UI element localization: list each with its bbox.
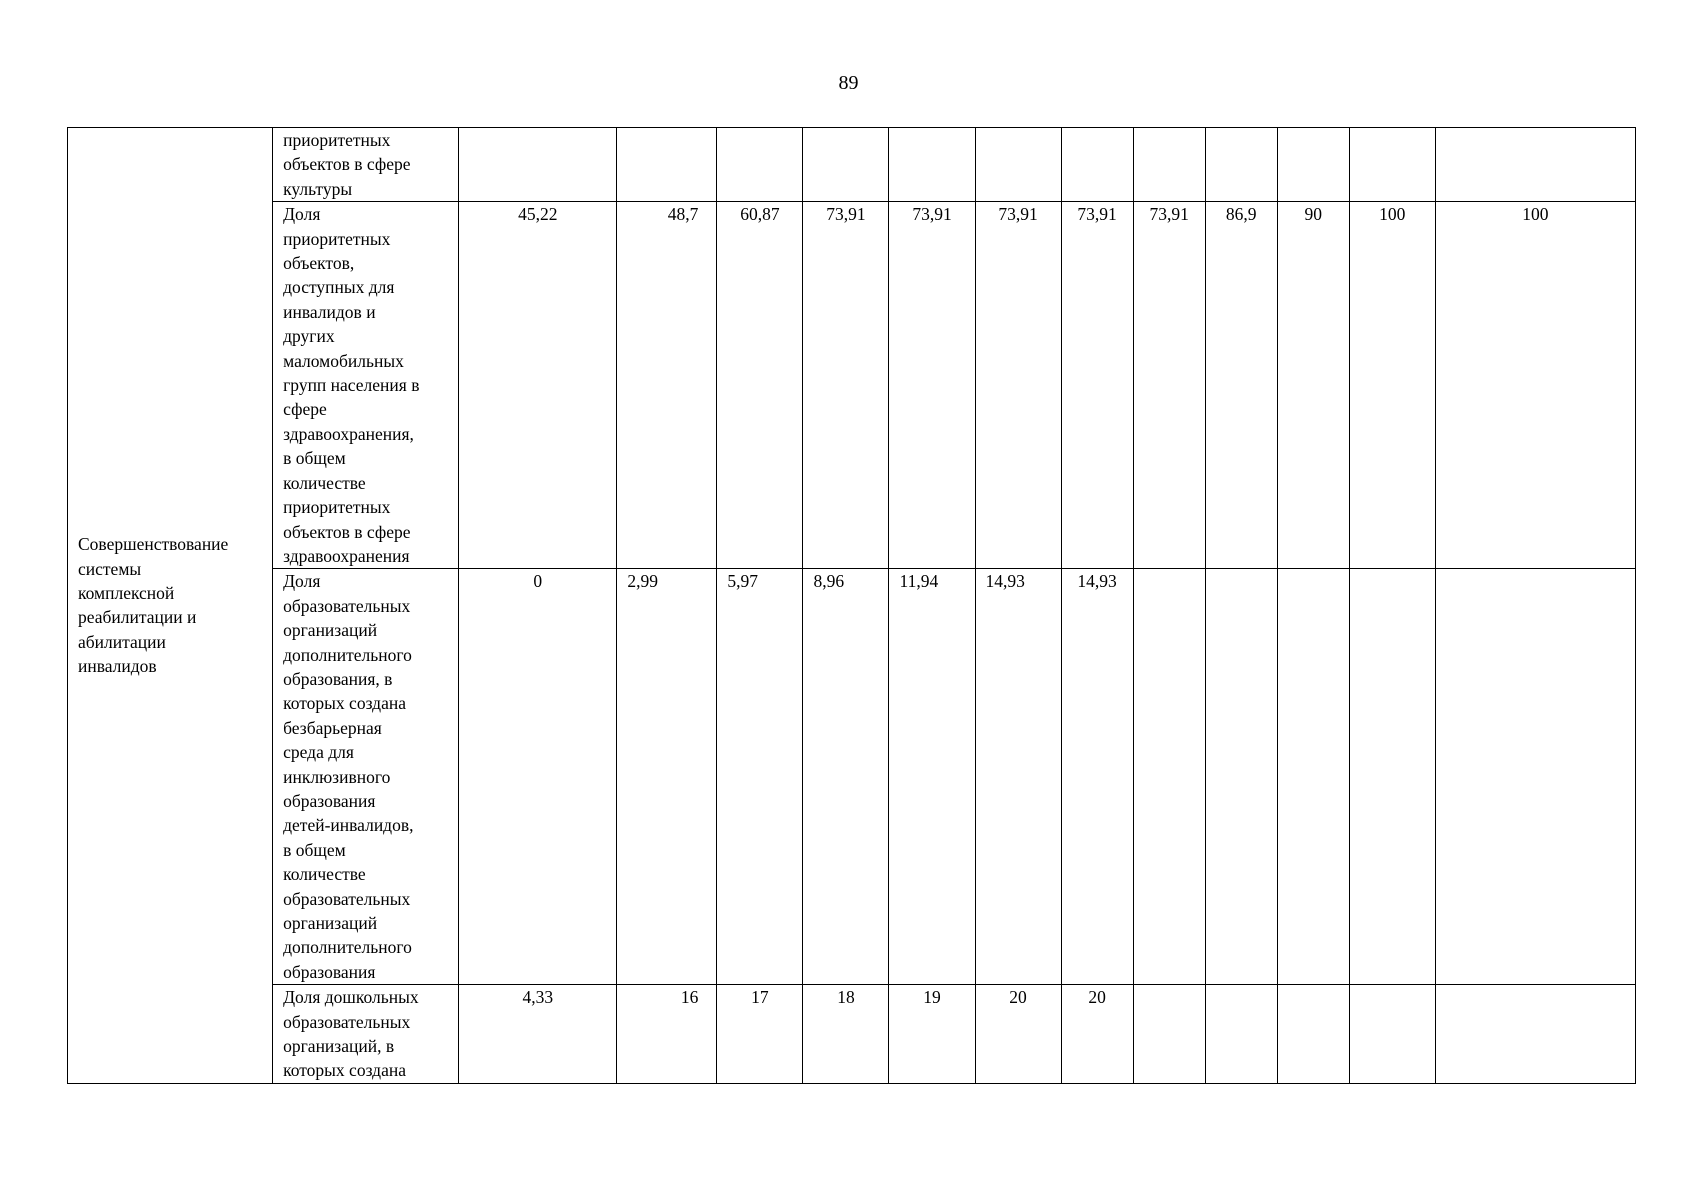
value-cell [1133,128,1205,202]
value-cell: 86,9 [1205,202,1277,569]
value-cell: 2,99 [617,569,717,985]
label-line: организаций, в [283,1036,395,1057]
value-cell [975,128,1061,202]
section-title-line: системы [78,558,142,579]
value-cell: 14,93 [1061,569,1133,985]
label-line: инклюзивного [283,766,391,787]
label-line: в общем [283,839,346,860]
label-line: объектов в сфере [283,154,411,175]
label-line: образовательных [283,1011,411,1032]
value-cell: 73,91 [1133,202,1205,569]
value-cell: 16 [617,985,717,1084]
value-cell: 73,91 [803,202,889,569]
value-cell: 17 [717,985,803,1084]
label-line: Доля [283,571,321,592]
value-cell [459,128,617,202]
label-line: Доля дошкольных [283,987,419,1008]
value-cell: 90 [1277,202,1349,569]
value-cell [1061,128,1133,202]
label-line: образования [283,961,376,982]
value-cell [717,128,803,202]
label-line: безбарьерная [283,717,382,738]
value-cell: 18 [803,985,889,1084]
value-cell: 73,91 [975,202,1061,569]
label-line: здравоохранения [283,545,410,566]
label-line: организаций [283,620,378,641]
label-line: количестве [283,864,366,885]
value-cell [1277,569,1349,985]
value-cell: 19 [889,985,975,1084]
value-cell: 5,97 [717,569,803,985]
value-cell [1205,569,1277,985]
label-line: образовательных [283,888,411,909]
table-row [68,569,1636,985]
value-cell [803,128,889,202]
value-cell: 60,87 [717,202,803,569]
indicators-table [67,127,1636,1084]
label-line: маломобильных [283,350,404,371]
indicator-label-cell [273,202,459,569]
table-row [68,202,1636,569]
label-line: которых создана [283,693,406,714]
label-line: приоритетных [283,130,391,150]
value-cell [1349,985,1435,1084]
value-cell: 73,91 [1061,202,1133,569]
table-row [68,128,1636,202]
label-line: объектов в сфере [283,521,411,542]
label-line: детей-инвалидов, [283,815,414,836]
section-title-line: комплексной [78,583,175,604]
value-cell: 14,93 [975,569,1061,985]
section-title-line: абилитации [78,631,166,652]
label-line: образования, в [283,668,393,689]
value-cell [1435,128,1635,202]
label-line: которых создана [283,1060,406,1081]
section-title-cell [68,128,273,1084]
value-cell: 20 [1061,985,1133,1084]
value-cell [1277,985,1349,1084]
value-cell [1349,128,1435,202]
label-line: других [283,326,335,347]
label-line: образования [283,790,376,811]
value-cell [1133,985,1205,1084]
label-line: количестве [283,472,366,493]
label-line: культуры [283,178,353,199]
value-cell: 48,7 [617,202,717,569]
value-cell: 100 [1435,202,1635,569]
label-line: в общем [283,448,346,469]
value-cell [889,128,975,202]
label-line: Доля [283,204,321,225]
value-cell [1435,985,1635,1084]
value-cell: 11,94 [889,569,975,985]
section-title-line: реабилитации и [78,607,197,628]
value-cell [1133,569,1205,985]
label-line: организаций [283,913,378,933]
value-cell [1205,985,1277,1084]
label-line: приоритетных [283,497,391,518]
label-line: объектов, [283,253,355,274]
label-line: групп населения в [283,375,420,396]
section-title-line: инвалидов [78,656,157,677]
value-cell [1349,569,1435,985]
label-line: доступных для [283,277,395,298]
value-cell [1435,569,1635,985]
label-line: здравоохранения, [283,423,414,444]
page-number: 89 [838,72,859,94]
label-line: приоритетных [283,228,391,249]
value-cell [617,128,717,202]
value-cell: 0 [459,569,617,985]
indicator-label-cell [273,985,459,1084]
value-cell: 8,96 [803,569,889,985]
label-line: сфере [283,399,327,420]
value-cell: 100 [1349,202,1435,569]
table-row [68,985,1636,1084]
label-line: среда для [283,742,354,763]
indicator-label-cell [273,569,459,985]
value-cell: 20 [975,985,1061,1084]
section-title-line: Совершенствование [78,534,229,555]
value-cell [1205,128,1277,202]
label-line: инвалидов и [283,301,376,322]
label-line: дополнительного [283,644,412,665]
value-cell: 4,33 [459,985,617,1084]
indicator-label-cell [273,128,459,202]
label-line: образовательных [283,595,411,616]
label-line: дополнительного [283,937,412,958]
value-cell [1277,128,1349,202]
value-cell: 45,22 [459,202,617,569]
value-cell: 73,91 [889,202,975,569]
